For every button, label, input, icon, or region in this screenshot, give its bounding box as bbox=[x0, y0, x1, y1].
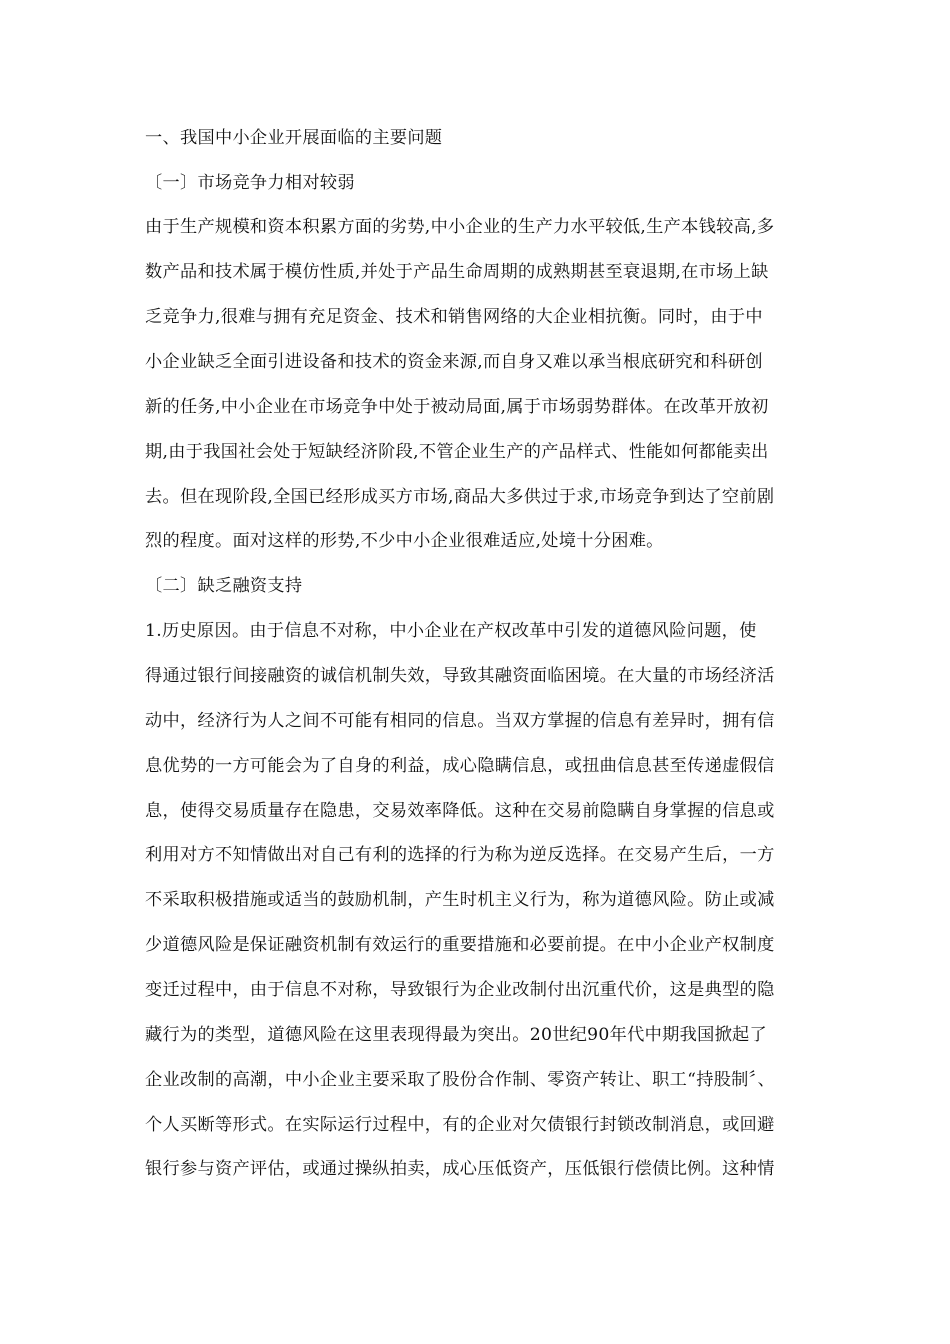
paragraph-line: 息，使得交易质量存在隐患，交易效率降低。这种在交易前隐瞒自身掌握的信息或 bbox=[145, 801, 775, 821]
paragraph-line: 不采取积极措施或适当的鼓励机制，产生时机主义行为，称为道德风险。防止或减 bbox=[145, 890, 775, 910]
paragraph-line: 银行参与资产评估，或通过操纵拍卖，成心压低资产，压低银行偿债比例。这种情 bbox=[145, 1159, 775, 1179]
paragraph-line: 期,由于我国社会处于短缺经济阶段,不管企业生产的产品样式、性能如何都能卖出 bbox=[145, 442, 769, 462]
paragraph-line: 烈的程度。面对这样的形势,不少中小企业很难适应,处境十分困难。 bbox=[145, 531, 664, 551]
paragraph-line: 动中，经济行为人之间不可能有相同的信息。当双方掌握的信息有差异时，拥有信 bbox=[145, 711, 775, 731]
subsection-heading: 〔一〕市场竞争力相对较弱 bbox=[145, 173, 355, 193]
paragraph-line: 小企业缺乏全面引进设备和技术的资金来源,而自身又难以承当根底研究和科研创 bbox=[145, 352, 763, 372]
paragraph-line: 个人买断等形式。在实际运行过程中，有的企业对欠债银行封锁改制消息，或回避 bbox=[145, 1115, 775, 1135]
paragraph-line: 乏竞争力,很难与拥有充足资金、技术和销售网络的大企业相抗衡。同时，由于中 bbox=[145, 307, 763, 327]
paragraph-line: 去。但在现阶段,全国已经形成买方市场,商品大多供过于求,市场竞争到达了空前剧 bbox=[145, 487, 775, 507]
paragraph-line: 少道德风险是保证融资机制有效运行的重要措施和必要前提。在中小企业产权制度 bbox=[145, 935, 775, 955]
paragraph-line: 1.历史原因。由于信息不对称，中小企业在产权改革中引发的道德风险问题，使 bbox=[145, 621, 757, 641]
subsection-heading: 〔二〕缺乏融资支持 bbox=[145, 576, 303, 596]
paragraph-line: 利用对方不知情做出对自己有利的选择的行为称为逆反选择。在交易产生后，一方 bbox=[145, 845, 775, 865]
paragraph-line: 新的任务,中小企业在市场竞争中处于被动局面,属于市场弱势群体。在改革开放初 bbox=[145, 397, 769, 417]
paragraph-line: 数产品和技术属于模仿性质,并处于产品生命周期的成熟期甚至衰退期,在市场上缺 bbox=[145, 262, 769, 282]
paragraph-line: 变迁过程中，由于信息不对称，导致银行为企业改制付出沉重代价，这是典型的隐 bbox=[145, 980, 775, 1000]
paragraph-line: 企业改制的高潮，中小企业主要采取了股份合作制、零资产转让、职工“持股制〞、 bbox=[145, 1070, 776, 1090]
paragraph-line: 由于生产规模和资本积累方面的劣势,中小企业的生产力水平较低,生产本钱较高,多 bbox=[145, 217, 775, 237]
section-heading: 一、我国中小企业开展面临的主要问题 bbox=[145, 128, 443, 148]
paragraph-line: 得通过银行间接融资的诚信机制失效，导致其融资面临困境。在大量的市场经济活 bbox=[145, 666, 775, 686]
paragraph-line: 藏行为的类型，道德风险在这里表现得最为突出。20世纪90年代中期我国掀起了 bbox=[145, 1025, 768, 1045]
paragraph-line: 息优势的一方可能会为了自身的利益，成心隐瞒信息，或扭曲信息甚至传递虚假信 bbox=[145, 756, 775, 776]
